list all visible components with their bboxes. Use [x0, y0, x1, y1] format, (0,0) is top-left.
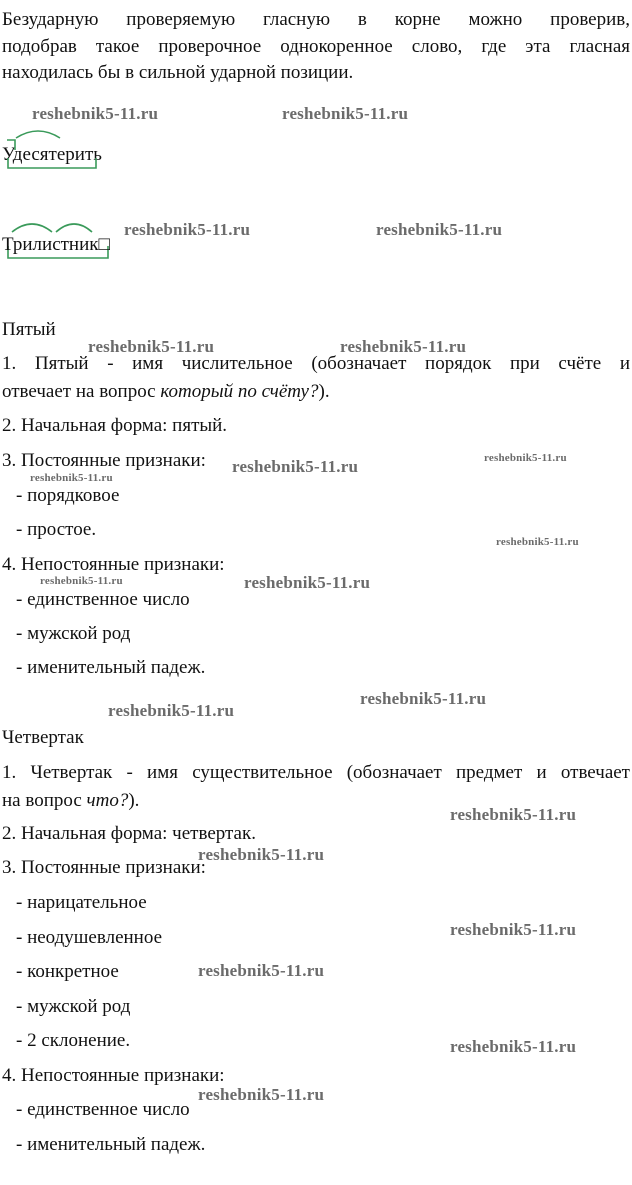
pyatyi-p1-line2 [2, 380, 330, 404]
chetvertak-p1-line1: 1. Четвертак - имя существительное (обозначает предмет и отвечает [2, 762, 630, 783]
watermark: reshebnik5-11.ru [88, 337, 215, 356]
watermark: reshebnik5-11.ru [450, 805, 577, 824]
section-title-pyatyi: Пятый [2, 319, 56, 340]
list-item: - нарицательное [16, 892, 147, 913]
watermark: reshebnik5-11.ru [32, 104, 159, 123]
list-item: - мужской род [16, 623, 131, 644]
pyatyi-p2: 2. Начальная форма: пятый. [2, 415, 228, 436]
root-arc-2 [56, 224, 92, 232]
watermark: reshebnik5-11.ru [340, 337, 467, 356]
section-title-chetvertak: Четвертак [2, 727, 84, 748]
word-udesyaterit: Удесятерить [2, 144, 102, 165]
watermark: reshebnik5-11.ru [376, 220, 503, 239]
watermark: reshebnik5-11.ru [232, 457, 359, 476]
watermark: reshebnik5-11.ru [198, 845, 325, 864]
word-trilistnik: Трилистник□ [2, 234, 110, 255]
watermark: reshebnik5-11.ru [198, 961, 325, 980]
watermark: reshebnik5-11.ru [484, 452, 567, 464]
watermark: reshebnik5-11.ru [496, 536, 579, 548]
list-item: - мужской род [16, 996, 131, 1017]
text-span: на вопрос [2, 790, 87, 811]
watermark: reshebnik5-11.ru [360, 689, 487, 708]
watermark: reshebnik5-11.ru [124, 220, 251, 239]
watermark: reshebnik5-11.ru [282, 104, 409, 123]
watermark: reshebnik5-11.ru [30, 472, 113, 484]
prefix-mark [7, 140, 15, 150]
list-item: - именительный падеж. [16, 1134, 206, 1155]
watermark: reshebnik5-11.ru [40, 575, 123, 587]
list-item: - единственное число [16, 589, 190, 610]
chetvertak-p2: 2. Начальная форма: четвертак. [2, 823, 256, 844]
watermark: reshebnik5-11.ru [450, 920, 577, 939]
watermark: reshebnik5-11.ru [198, 1085, 325, 1104]
chetvertak-p3: 3. Постоянные признаки: [2, 857, 206, 878]
chetvertak-p1-line2 [2, 789, 139, 813]
root-arc [16, 131, 60, 138]
question-italic: что? [86, 790, 129, 811]
watermark: reshebnik5-11.ru [450, 1037, 577, 1056]
text-span: ). [128, 790, 140, 811]
intro-line-2: подобрав такое проверочное однокоренное слово, где эта гласная [2, 36, 630, 57]
list-item: - простое. [16, 519, 97, 540]
question-italic: который по счёту? [160, 381, 319, 402]
list-item: - 2 склонение. [16, 1030, 131, 1051]
text-span: отвечает на вопрос [2, 381, 161, 402]
list-item: - именительный падеж. [16, 657, 206, 678]
list-item: - порядковое [16, 485, 120, 506]
list-item: - конкретное [16, 961, 119, 982]
intro-line-3: находилась бы в сильной ударной позиции. [2, 62, 354, 83]
watermark: reshebnik5-11.ru [244, 573, 371, 592]
watermark: reshebnik5-11.ru [108, 701, 235, 720]
root-arc-1 [12, 224, 52, 232]
list-item: - неодушевленное [16, 927, 162, 948]
list-item: - единственное число [16, 1099, 190, 1120]
pyatyi-p4: 4. Непостоянные признаки: [2, 554, 225, 575]
pyatyi-p3: 3. Постоянные признаки: [2, 450, 206, 471]
text-span: ). [318, 381, 330, 402]
intro-line-1: Безударную проверяемую гласную в корне можно проверив, [2, 9, 630, 30]
chetvertak-p4: 4. Непостоянные признаки: [2, 1065, 225, 1086]
word-base-bracket [8, 158, 96, 168]
pyatyi-p1-line1: 1. Пятый - имя числительное (обозначает порядок при счёте и [2, 353, 630, 374]
